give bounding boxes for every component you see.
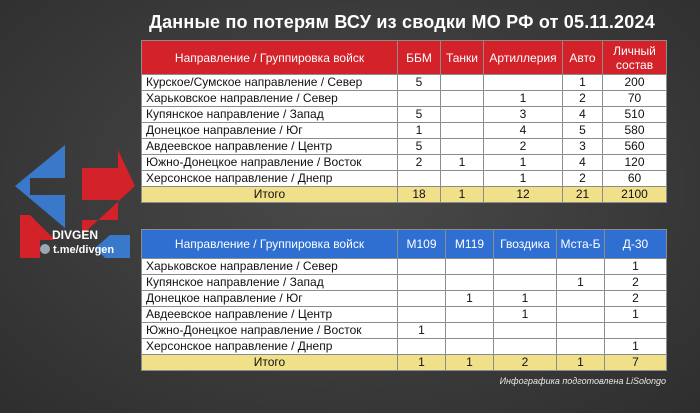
table-cell: 1 [494, 291, 557, 307]
total-row [142, 187, 667, 203]
table-cell [557, 339, 605, 355]
table-cell: 21 [563, 187, 603, 203]
table-cell: 4 [484, 123, 563, 139]
table-cell [446, 323, 494, 339]
row-label: Харьковское направление / Север [142, 91, 398, 107]
table-cell [557, 307, 605, 323]
table-cell: 2 [563, 171, 603, 187]
table-cell [557, 259, 605, 275]
column-header: Мста-Б [557, 230, 605, 259]
table-cell: 1 [398, 123, 441, 139]
logo-link-text: t.me/divgen [53, 244, 115, 256]
table-cell: 5 [398, 75, 441, 91]
table-cell [441, 139, 484, 155]
total-row [142, 355, 667, 371]
table-cell: 510 [603, 107, 667, 123]
table-row [142, 291, 667, 307]
table-row [142, 339, 667, 355]
table-cell: 1 [605, 339, 667, 355]
table-row [142, 139, 667, 155]
table-cell: 1 [441, 187, 484, 203]
table-cell: 3 [563, 139, 603, 155]
table-cell [557, 323, 605, 339]
column-header: М109 [398, 230, 446, 259]
row-label: Итого [142, 187, 398, 203]
table-cell: 1 [484, 91, 563, 107]
table-cell: 1 [446, 355, 494, 371]
table-cell [484, 75, 563, 91]
table-cell: 5 [398, 107, 441, 123]
table-cell: 1 [494, 307, 557, 323]
table-row [142, 307, 667, 323]
table-cell: 18 [398, 187, 441, 203]
row-label: Донецкое направление / Юг [142, 291, 398, 307]
table-row [142, 123, 667, 139]
table-cell: 1 [441, 155, 484, 171]
table-cell: 560 [603, 139, 667, 155]
table-cell [446, 339, 494, 355]
table-cell: 2 [605, 291, 667, 307]
table-cell [494, 259, 557, 275]
row-label: Донецкое направление / Юг [142, 123, 398, 139]
table-cell [398, 339, 446, 355]
table-cell: 1 [484, 155, 563, 171]
table-cell [398, 307, 446, 323]
table-row [142, 171, 667, 187]
row-label: Авдеевское направление / Центр [142, 139, 398, 155]
column-header: Личный состав [603, 41, 667, 75]
table-cell: 5 [398, 139, 441, 155]
column-header: Направление / Группировка войск [142, 230, 398, 259]
column-header: Танки [441, 41, 484, 75]
table-cell: 1 [446, 291, 494, 307]
table-row [142, 259, 667, 275]
column-header: Гвоздика [494, 230, 557, 259]
table-cell [441, 91, 484, 107]
row-label: Купянское направление / Запад [142, 107, 398, 123]
table-cell [494, 339, 557, 355]
row-label: Купянское направление / Запад [142, 275, 398, 291]
table-cell: 1 [557, 355, 605, 371]
table-cell [605, 323, 667, 339]
table-cell: 2 [494, 355, 557, 371]
table-cell: 1 [398, 323, 446, 339]
table-cell: 2 [605, 275, 667, 291]
table-cell: 200 [603, 75, 667, 91]
table-cell [398, 171, 441, 187]
table-row [142, 91, 667, 107]
table-cell: 2 [484, 139, 563, 155]
telegram-icon [40, 244, 50, 254]
table-cell: 1 [605, 307, 667, 323]
table-cell: 120 [603, 155, 667, 171]
column-header: ББМ [398, 41, 441, 75]
table-cell [494, 275, 557, 291]
table-row [142, 323, 667, 339]
logo-name: DIVGEN [52, 228, 99, 242]
column-header: Направление / Группировка войск [142, 41, 398, 75]
table-cell: 2 [563, 91, 603, 107]
table-header-row [142, 41, 667, 75]
table-header-row [142, 230, 667, 259]
table-cell: 1 [557, 275, 605, 291]
row-label: Харьковское направление / Север [142, 259, 398, 275]
table-cell: 3 [484, 107, 563, 123]
row-label: Южно-Донецкое направление / Восток [142, 323, 398, 339]
table-cell: 12 [484, 187, 563, 203]
table-cell [441, 171, 484, 187]
table-cell: 580 [603, 123, 667, 139]
column-header: Авто [563, 41, 603, 75]
table-cell [398, 275, 446, 291]
table-cell: 2100 [603, 187, 667, 203]
table-cell: 60 [603, 171, 667, 187]
table-cell [446, 275, 494, 291]
table-cell [446, 307, 494, 323]
table-cell: 4 [563, 155, 603, 171]
table-cell [441, 75, 484, 91]
artillery-table [141, 229, 667, 371]
row-label: Херсонское направление / Днепр [142, 339, 398, 355]
credit-text: Инфографика подготовлена LiSolongo [499, 376, 666, 386]
table-row [142, 275, 667, 291]
table-cell: 4 [563, 107, 603, 123]
table-cell [441, 107, 484, 123]
table-row [142, 107, 667, 123]
table-cell [398, 291, 446, 307]
column-header: Артиллерия [484, 41, 563, 75]
logo-link[interactable] [40, 244, 114, 256]
table-cell [494, 323, 557, 339]
table-row [142, 155, 667, 171]
table-cell: 1 [398, 355, 446, 371]
page-title: Данные по потерям ВСУ из сводки МО РФ от 05.11.2024 [149, 12, 655, 32]
column-header: Д-30 [605, 230, 667, 259]
table-cell: 7 [605, 355, 667, 371]
table-cell [446, 259, 494, 275]
row-label: Авдеевское направление / Центр [142, 307, 398, 323]
column-header: М119 [446, 230, 494, 259]
table-row [142, 75, 667, 91]
table-cell: 70 [603, 91, 667, 107]
table-cell: 1 [563, 75, 603, 91]
table-cell [557, 291, 605, 307]
table-cell [398, 91, 441, 107]
row-label: Южно-Донецкое направление / Восток [142, 155, 398, 171]
table-cell [441, 123, 484, 139]
table-cell: 1 [605, 259, 667, 275]
table-cell [398, 259, 446, 275]
table-cell: 2 [398, 155, 441, 171]
table-cell: 1 [484, 171, 563, 187]
row-label: Итого [142, 355, 398, 371]
losses-table [141, 40, 667, 203]
row-label: Курское/Сумское направление / Север [142, 75, 398, 91]
row-label: Херсонское направление / Днепр [142, 171, 398, 187]
table-cell: 5 [563, 123, 603, 139]
